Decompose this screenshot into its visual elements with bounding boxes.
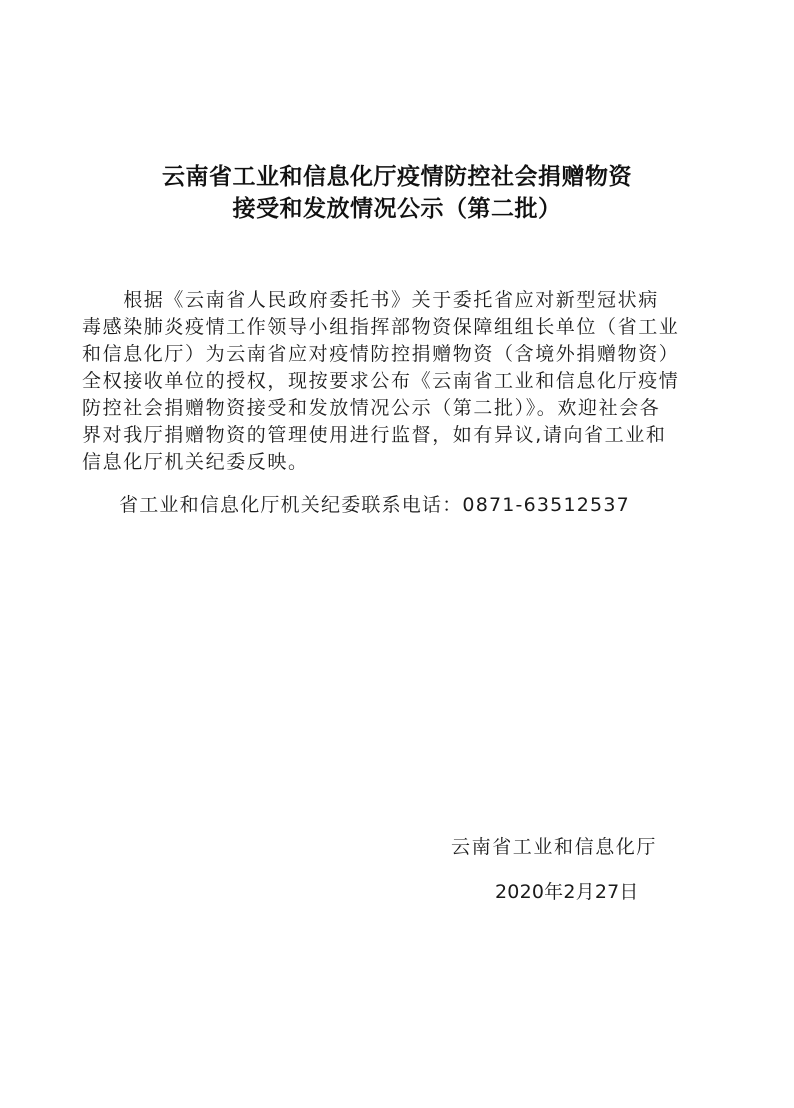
paragraph-line: 和信息化厅）为云南省应对疫情防控捐赠物资（含境外捐赠物资）	[82, 343, 680, 365]
paragraph-line: 毒感染肺炎疫情工作领导小组指挥部物资保障组组长单位（省工业	[82, 316, 680, 338]
document-title-line-1: 云南省工业和信息化厅疫情防控社会捐赠物资	[162, 163, 632, 190]
document-title-line-2: 接受和发放情况公示（第二批）	[232, 195, 562, 222]
paragraph-line: 根据《云南省人民政府委托书》关于委托省应对新型冠状病	[82, 289, 659, 311]
issuer-signature: 云南省工业和信息化厅	[451, 836, 658, 858]
contact-phone-line: 省工业和信息化厅机关纪委联系电话：0871-63512537	[119, 494, 630, 516]
paragraph-line: 全权接收单位的授权，现按要求公布《云南省工业和信息化厅疫情	[82, 370, 680, 392]
paragraph-line: 信息化厅机关纪委反映。	[82, 451, 309, 473]
issue-date: 2020年2月27日	[495, 881, 639, 903]
paragraph-line: 界对我厅捐赠物资的管理使用进行监督，如有异议,请向省工业和	[82, 424, 667, 446]
announcement-paragraph	[82, 287, 707, 476]
paragraph-line: 防控社会捐赠物资接受和发放情况公示（第二批）》。欢迎社会各	[82, 397, 661, 419]
